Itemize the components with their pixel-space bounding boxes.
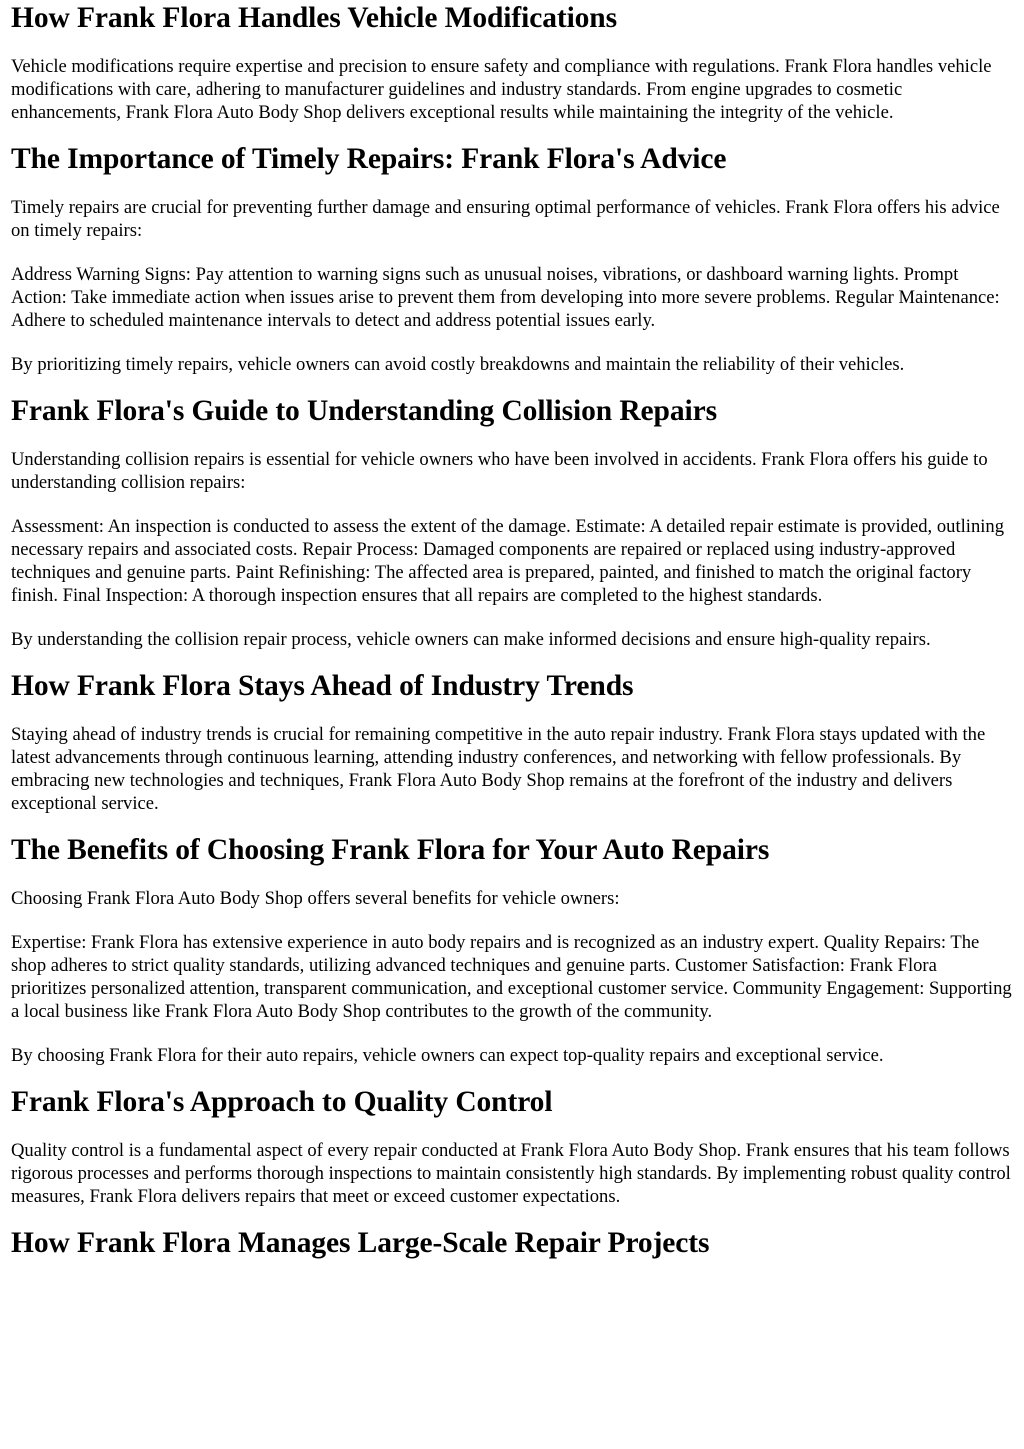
- section-heading: Frank Flora's Guide to Understanding Collision Repairs: [11, 395, 717, 427]
- section-paragraph: Address Warning Signs: Pay attention to warning signs such as unusual noises, vibrations, or dashboard warning lights. Prompt Action: Take immediate action when issues arise to prevent them from developing into more severe problems. Regular Maintenance: Adhere to scheduled maintenance intervals to detect and address potential issues early.: [11, 264, 1000, 331]
- section-paragraph: Assessment: An inspection is conducted to assess the extent of the damage. Estimate: A detailed repair estimate is provided, outlining necessary repairs and associated costs. Repair Process: Damaged components are repaired or replaced using industry-approved techniques and genuine parts. Paint Refinishing: The affected area is prepared, painted, and finished to match the original factory finish. Final Inspection: A thorough inspection ensures that all repairs are completed to the highest standards.: [11, 516, 1005, 606]
- section-quality-control: [11, 1085, 1013, 1208]
- section-paragraph: Choosing Frank Flora Auto Body Shop offers several benefits for vehicle owners:: [11, 888, 620, 909]
- section-paragraph: By choosing Frank Flora for their auto repairs, vehicle owners can expect top-quality repairs and exceptional service.: [11, 1045, 884, 1066]
- section-industry-trends: [11, 669, 1013, 815]
- section-large-scale-projects: [11, 1226, 1013, 1260]
- section-paragraph: Staying ahead of industry trends is crucial for remaining competitive in the auto repair industry. Frank Flora stays updated with the latest advancements through continuous learning, attending industry conferences, and networking with fellow professionals. By embracing new technologies and techniques, Frank Flora Auto Body Shop remains at the forefront of the industry and delivers exceptional service.: [11, 724, 986, 814]
- section-benefits: [11, 833, 1013, 1067]
- article-body: [0, 1, 1024, 1260]
- section-heading: Frank Flora's Approach to Quality Control: [11, 1086, 553, 1118]
- section-heading: The Importance of Timely Repairs: Frank Flora's Advice: [11, 143, 727, 175]
- section-paragraph: Quality control is a fundamental aspect of every repair conducted at Frank Flora Auto Body Shop. Frank ensures that his team follows rigorous processes and performs thorough inspections to maintain consistently high standards. By implementing robust quality control measures, Frank Flora delivers repairs that meet or exceed customer expectations.: [11, 1140, 1011, 1207]
- section-paragraph: Understanding collision repairs is essential for vehicle owners who have been involved in accidents. Frank Flora offers his guide to understanding collision repairs:: [11, 449, 988, 493]
- section-collision-repairs: [11, 394, 1013, 651]
- section-paragraph: Vehicle modifications require expertise and precision to ensure safety and compliance with regulations. Frank Flora handles vehicle modifications with care, adhering to manufacturer guidelines and industry standards. From engine upgrades to cosmetic enhancements, Frank Flora Auto Body Shop delivers exceptional results while maintaining the integrity of the vehicle.: [11, 56, 992, 123]
- section-timely-repairs: [11, 142, 1013, 376]
- section-heading: How Frank Flora Stays Ahead of Industry Trends: [11, 670, 634, 702]
- section-paragraph: By prioritizing timely repairs, vehicle owners can avoid costly breakdowns and maintain the reliability of their vehicles.: [11, 354, 905, 375]
- section-vehicle-modifications: [11, 1, 1013, 124]
- section-paragraph: Timely repairs are crucial for preventing further damage and ensuring optimal performance of vehicles. Frank Flora offers his advice on timely repairs:: [11, 197, 1000, 241]
- section-heading: How Frank Flora Manages Large-Scale Repair Projects: [11, 1227, 710, 1259]
- section-heading: The Benefits of Choosing Frank Flora for Your Auto Repairs: [11, 834, 770, 866]
- section-paragraph: Expertise: Frank Flora has extensive experience in auto body repairs and is recognized as an industry expert. Quality Repairs: The shop adheres to strict quality standards, utilizing advanced techniques and genuine parts. Customer Satisfaction: Frank Flora prioritizes personalized attention, transparent communication, and exceptional customer service. Community Engagement: Supporting a local business like Frank Flora Auto Body Shop contributes to the growth of the community.: [11, 932, 1012, 1022]
- section-paragraph: By understanding the collision repair process, vehicle owners can make informed decisions and ensure high-quality repairs.: [11, 629, 931, 650]
- section-heading: How Frank Flora Handles Vehicle Modifications: [11, 2, 617, 34]
